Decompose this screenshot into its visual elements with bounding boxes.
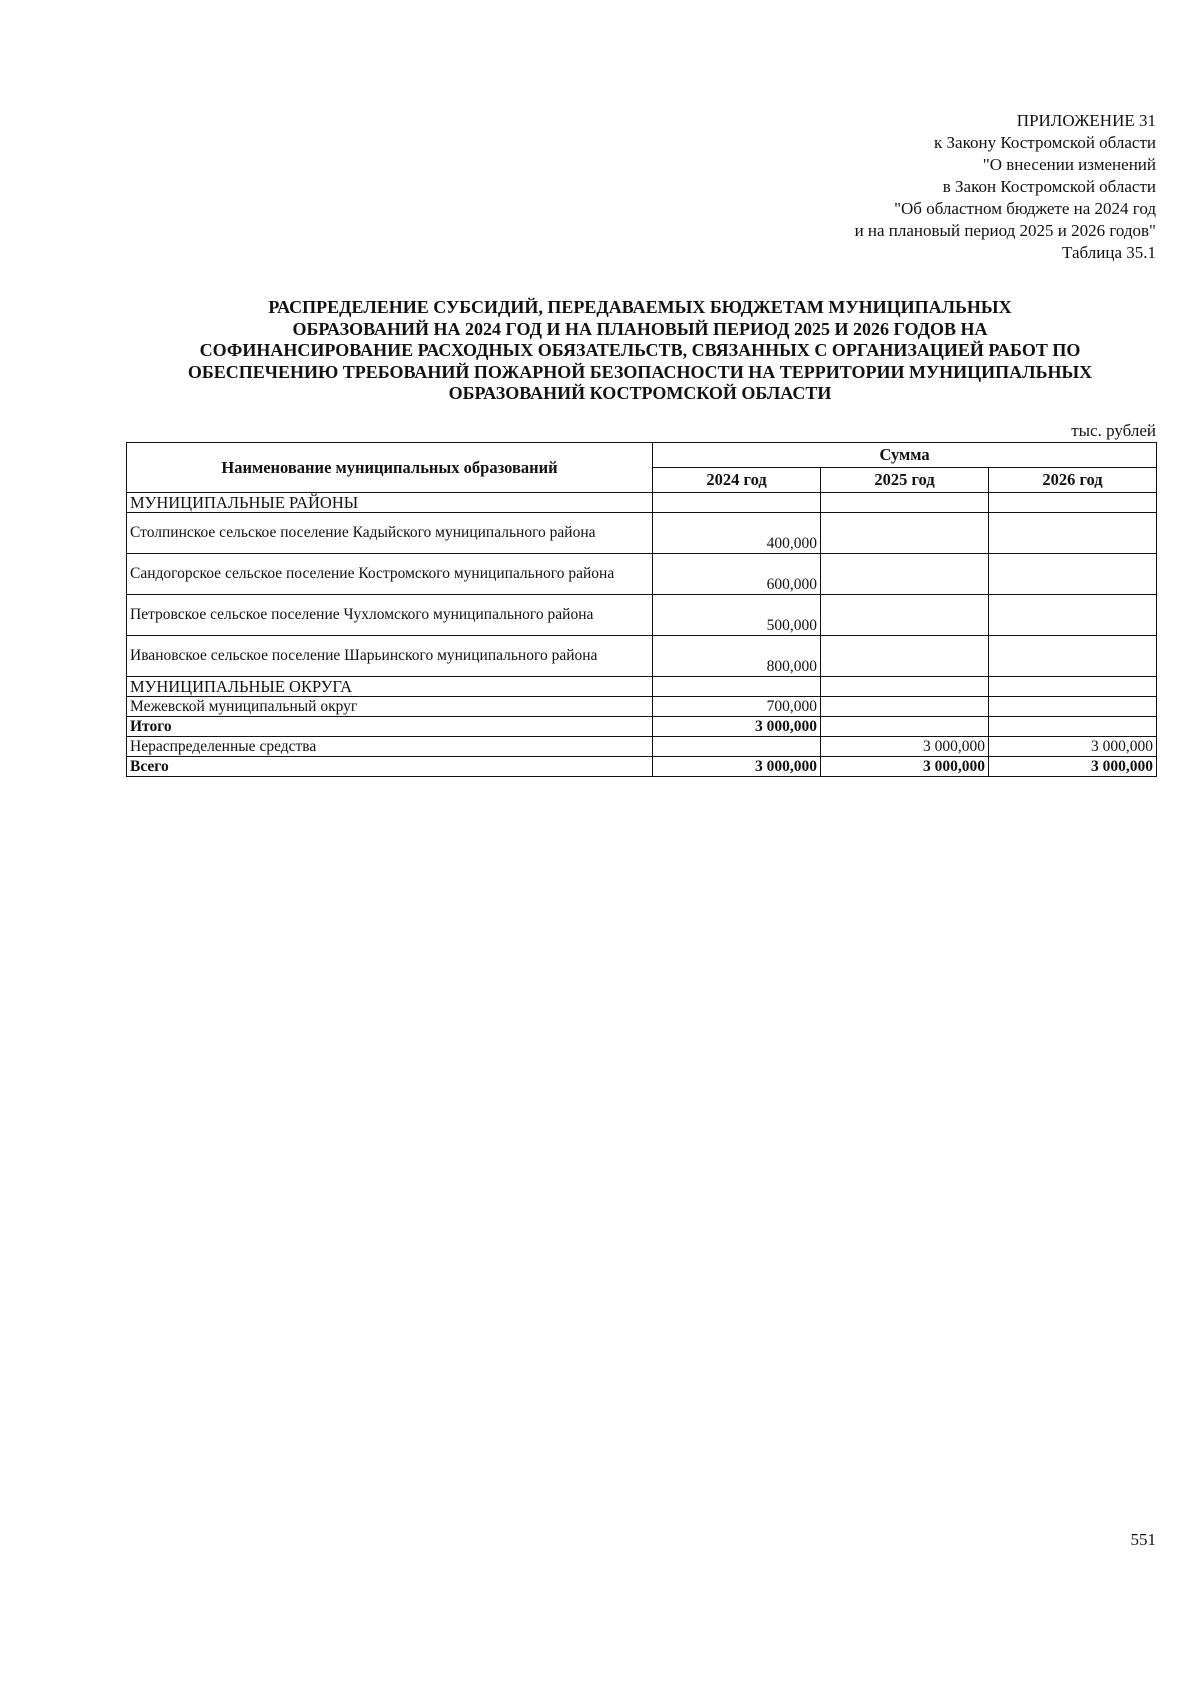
appendix-line-period: и на плановый период 2025 и 2026 годов" (854, 221, 1156, 240)
value-2024 (653, 677, 821, 697)
value-2025 (821, 595, 989, 636)
value-2025 (821, 697, 989, 717)
row-name: МУНИЦИПАЛЬНЫЕ РАЙОНЫ (127, 493, 653, 513)
value-2026 (989, 677, 1157, 697)
row-name: Ивановское сельское поселение Шарьинского муниципального района (127, 636, 653, 677)
value-2025: 3 000,000 (821, 757, 989, 777)
section-row-districts (127, 493, 1157, 513)
table-row (127, 697, 1157, 717)
column-header-name: Наименование муниципальных образований (127, 443, 653, 493)
row-name: Столпинское сельское поселение Кадыйского муниципального района (127, 513, 653, 554)
title-line: СОФИНАНСИРОВАНИЕ РАСХОДНЫХ ОБЯЗАТЕЛЬСТВ, СВЯЗАННЫХ С ОРГАНИЗАЦИЕЙ РАБОТ ПО (199, 340, 1081, 360)
value-2025 (821, 636, 989, 677)
row-name: МУНИЦИПАЛЬНЫЕ ОКРУГА (127, 677, 653, 697)
value-2026 (989, 493, 1157, 513)
value-2025 (821, 677, 989, 697)
total-row (127, 757, 1157, 777)
value-2024: 600,000 (653, 554, 821, 595)
appendix-line-amendments: "О внесении изменений (982, 155, 1156, 174)
row-name: Всего (127, 757, 653, 777)
value-2026 (989, 717, 1157, 737)
value-2025 (821, 717, 989, 737)
value-2024: 3 000,000 (653, 757, 821, 777)
units-label: тыс. рублей (1071, 421, 1156, 440)
value-2024: 700,000 (653, 697, 821, 717)
table-row (127, 513, 1157, 554)
table-row (127, 595, 1157, 636)
appendix-header (596, 110, 1156, 264)
value-2024: 3 000,000 (653, 717, 821, 737)
column-header-2024: 2024 год (653, 468, 821, 493)
value-2026 (989, 595, 1157, 636)
value-2024 (653, 737, 821, 757)
column-header-2025: 2025 год (821, 468, 989, 493)
value-2026 (989, 636, 1157, 677)
appendix-line-law-region: в Закон Костромской области (942, 177, 1156, 196)
row-name: Межевской муниципальный округ (127, 697, 653, 717)
value-2026 (989, 513, 1157, 554)
table-row (127, 554, 1157, 595)
value-2024: 500,000 (653, 595, 821, 636)
title-line: ОБРАЗОВАНИЙ НА 2024 ГОД И НА ПЛАНОВЫЙ ПЕРИОД 2025 И 2026 ГОДОВ НА (292, 318, 988, 339)
row-name: Нераспределенные средства (127, 737, 653, 757)
value-2026 (989, 697, 1157, 717)
value-2025 (821, 493, 989, 513)
row-name: Петровское сельское поселение Чухломского муниципального района (127, 595, 653, 636)
document-title (125, 297, 1155, 405)
value-2024: 800,000 (653, 636, 821, 677)
column-header-2026: 2026 год (989, 468, 1157, 493)
subtotal-row (127, 717, 1157, 737)
column-header-sum: Сумма (653, 443, 1157, 468)
subsidy-table (126, 442, 1157, 777)
row-name: Сандогорское сельское поселение Костромского муниципального района (127, 554, 653, 595)
appendix-line-budget: "Об областном бюджете на 2024 год (894, 199, 1156, 218)
title-line: РАСПРЕДЕЛЕНИЕ СУБСИДИЙ, ПЕРЕДАВАЕМЫХ БЮДЖЕТАМ МУНИЦИПАЛЬНЫХ (268, 297, 1012, 317)
appendix-number: ПРИЛОЖЕНИЕ 31 (1016, 111, 1156, 130)
value-2026 (989, 554, 1157, 595)
table-number: Таблица 35.1 (1062, 243, 1156, 262)
title-line: ОБЕСПЕЧЕНИЮ ТРЕБОВАНИЙ ПОЖАРНОЙ БЕЗОПАСНОСТИ НА ТЕРРИТОРИИ МУНИЦИПАЛЬНЫХ (187, 361, 1093, 382)
table-row (127, 737, 1157, 757)
table-row (127, 636, 1157, 677)
title-line: ОБРАЗОВАНИЙ КОСТРОМСКОЙ ОБЛАСТИ (448, 383, 832, 403)
page-number: 551 (1130, 1530, 1156, 1549)
row-name: Итого (127, 717, 653, 737)
value-2025: 3 000,000 (821, 737, 989, 757)
value-2026: 3 000,000 (989, 757, 1157, 777)
value-2025 (821, 554, 989, 595)
value-2024: 400,000 (653, 513, 821, 554)
appendix-line-law: к Закону Костромской области (934, 133, 1156, 152)
value-2026: 3 000,000 (989, 737, 1157, 757)
section-row-okrugs (127, 677, 1157, 697)
value-2024 (653, 493, 821, 513)
value-2025 (821, 513, 989, 554)
